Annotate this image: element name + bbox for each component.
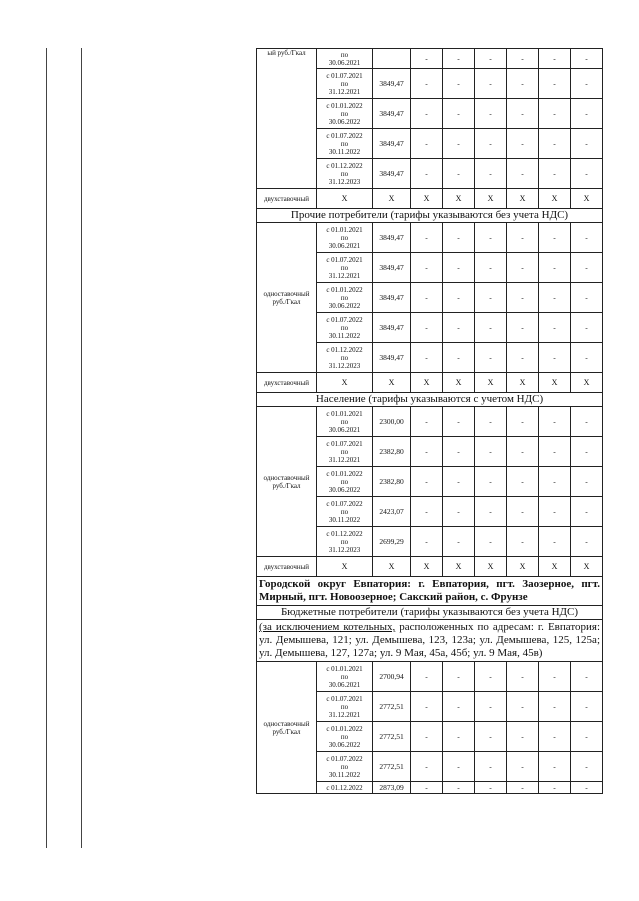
budget-note-row: [257, 620, 603, 662]
not-applicable-mark: Х: [475, 557, 507, 577]
period-line: с 01.01.2021: [326, 225, 363, 234]
tariff-table-body: [257, 49, 603, 794]
empty-value-dash: -: [475, 692, 507, 722]
empty-value-dash: -: [571, 49, 603, 69]
period-line: с 01.01.2021: [326, 664, 363, 673]
empty-value-dash: -: [475, 527, 507, 557]
empty-value-dash: -: [571, 223, 603, 253]
period-line: по: [340, 323, 349, 332]
empty-value-dash: -: [411, 69, 443, 99]
section-header-other: [257, 209, 603, 223]
period-line: с 01.12.2022: [326, 783, 363, 792]
empty-value-dash: -: [507, 223, 539, 253]
empty-value-dash: -: [443, 497, 475, 527]
not-applicable-mark: Х: [373, 189, 411, 209]
not-applicable-mark: Х: [539, 557, 571, 577]
period-line: с 01.07.2021: [326, 71, 363, 80]
period-line: по: [340, 762, 349, 771]
tariff-value-cell: 2300,00: [373, 407, 411, 437]
empty-value-dash: -: [507, 662, 539, 692]
empty-value-dash: -: [571, 662, 603, 692]
period-line: по: [340, 537, 349, 546]
empty-value-dash: -: [443, 662, 475, 692]
period-line: 30.06.2021: [328, 425, 361, 434]
not-applicable-mark: Х: [507, 557, 539, 577]
empty-value-dash: -: [539, 283, 571, 313]
not-applicable-mark: Х: [507, 189, 539, 209]
tariff-value-cell: 2772,51: [373, 752, 411, 782]
tariff-value-cell: 3849,47: [373, 69, 411, 99]
period-line: по: [340, 447, 349, 456]
empty-value-dash: -: [571, 129, 603, 159]
left-margin-line-1: [46, 48, 47, 848]
empty-value-dash: -: [411, 752, 443, 782]
empty-value-dash: -: [507, 253, 539, 283]
unit-cell: одноставочный руб./Гкал: [257, 662, 317, 794]
empty-value-dash: -: [507, 129, 539, 159]
period-line: 30.06.2021: [328, 680, 361, 689]
empty-value-dash: -: [443, 343, 475, 373]
period-line: по: [340, 732, 349, 741]
empty-value-dash: -: [539, 99, 571, 129]
two-rate-row: [257, 373, 603, 393]
empty-value-dash: -: [443, 99, 475, 129]
empty-value-dash: -: [443, 527, 475, 557]
empty-value-dash: -: [411, 313, 443, 343]
tariff-value-cell: 3849,47: [373, 253, 411, 283]
empty-value-dash: -: [475, 129, 507, 159]
empty-value-dash: -: [507, 49, 539, 69]
period-line: по: [340, 672, 349, 681]
empty-value-dash: -: [475, 313, 507, 343]
period-line: с 01.01.2022: [326, 101, 363, 110]
empty-value-dash: -: [411, 437, 443, 467]
empty-value-dash: -: [443, 467, 475, 497]
period-cell: [317, 752, 373, 782]
empty-value-dash: -: [443, 752, 475, 782]
period-line: по: [340, 109, 349, 118]
period-line: 31.12.2023: [328, 177, 361, 186]
district-heading: Городской округ Евпатория: г. Евпатория, пгт. Заозерное, пгт. Мирный, пгт. Новоозерное; Сакский район, с. Фрунзе: [257, 577, 603, 606]
tariff-row: [257, 407, 603, 437]
not-applicable-mark: Х: [475, 373, 507, 393]
empty-value-dash: -: [443, 437, 475, 467]
period-line: с 01.07.2022: [326, 131, 363, 140]
period-line: 31.12.2021: [328, 87, 361, 96]
period-line: 30.11.2022: [328, 770, 361, 779]
empty-value-dash: -: [443, 223, 475, 253]
empty-value-dash: -: [539, 253, 571, 283]
period-line: по: [340, 263, 349, 272]
empty-value-dash: -: [507, 159, 539, 189]
tariff-value-cell: 2382,80: [373, 467, 411, 497]
empty-value-dash: -: [539, 527, 571, 557]
period-line: с 01.07.2021: [326, 255, 363, 264]
empty-value-dash: -: [539, 343, 571, 373]
empty-value-dash: -: [571, 343, 603, 373]
empty-value-dash: -: [539, 407, 571, 437]
budget-note-rest: расположенных по адресам: г. Евпатория: ул. Демышева, 121; ул. Демышева, 123, 123а; ул. Демышева, 125, 125а; ул. Демышева, 127, 127а; ул. 9 Мая, 45а, 45б; ул. 9 Мая, 45в): [259, 621, 601, 659]
empty-value-dash: -: [571, 159, 603, 189]
tariff-value-cell: 3849,47: [373, 99, 411, 129]
empty-value-dash: -: [507, 99, 539, 129]
empty-value-dash: -: [411, 159, 443, 189]
empty-value-dash: -: [411, 99, 443, 129]
period-cell: [317, 343, 373, 373]
period-line: по: [340, 702, 349, 711]
empty-value-dash: -: [539, 223, 571, 253]
not-applicable-mark: Х: [411, 189, 443, 209]
period-line: 30.06.2022: [328, 117, 361, 126]
not-applicable-mark: Х: [317, 189, 373, 209]
two-rate-row: [257, 189, 603, 209]
period-cell: [317, 467, 373, 497]
period-cell: [317, 223, 373, 253]
left-margin-line-2: [81, 48, 82, 848]
empty-value-dash: -: [443, 283, 475, 313]
two-rate-unit-cell: двухставочный: [257, 373, 317, 393]
period-cell: [317, 313, 373, 343]
empty-value-dash: -: [443, 407, 475, 437]
empty-value-dash: -: [539, 722, 571, 752]
period-line: 30.11.2022: [328, 331, 361, 340]
not-applicable-mark: Х: [539, 189, 571, 209]
period-cell: [317, 49, 373, 69]
period-line: 30.06.2021: [328, 58, 361, 67]
period-line: 30.06.2022: [328, 301, 361, 310]
empty-value-dash: -: [507, 283, 539, 313]
two-rate-unit-cell: двухставочный: [257, 189, 317, 209]
empty-value-dash: -: [539, 69, 571, 99]
district-heading-row: [257, 577, 603, 606]
period-line: 30.11.2022: [328, 515, 361, 524]
empty-value-dash: -: [443, 253, 475, 283]
empty-value-dash: -: [571, 99, 603, 129]
empty-value-dash: -: [475, 437, 507, 467]
empty-value-dash: -: [571, 407, 603, 437]
two-rate-row: [257, 557, 603, 577]
empty-value-dash: -: [443, 722, 475, 752]
empty-value-dash: -: [507, 313, 539, 343]
period-line: 30.06.2022: [328, 740, 361, 749]
section-header-other-text: Прочие потребители (тарифы указываются без учета НДС): [257, 209, 603, 223]
unit-cell: одноставочный руб./Гкал: [257, 407, 317, 557]
period-line: по: [340, 233, 349, 242]
empty-value-dash: -: [411, 662, 443, 692]
empty-value-dash: -: [539, 782, 571, 794]
empty-value-dash: -: [507, 497, 539, 527]
period-cell: [317, 407, 373, 437]
empty-value-dash: -: [411, 129, 443, 159]
tariff-value-cell: 3849,47: [373, 223, 411, 253]
period-line: 31.12.2023: [328, 361, 361, 370]
empty-value-dash: -: [411, 722, 443, 752]
not-applicable-mark: Х: [571, 557, 603, 577]
empty-value-dash: -: [443, 782, 475, 794]
empty-value-dash: -: [539, 662, 571, 692]
unit-cell: одноставочный руб./Гкал: [257, 223, 317, 373]
period-line: 31.12.2021: [328, 710, 361, 719]
period-line: по: [340, 293, 349, 302]
empty-value-dash: -: [411, 253, 443, 283]
section-header-population-text: Население (тарифы указываются с учетом НДС): [257, 393, 603, 407]
budget-note-underlined: (за исключением котельных,: [259, 621, 396, 633]
tariff-row: [257, 223, 603, 253]
not-applicable-mark: Х: [507, 373, 539, 393]
empty-value-dash: -: [411, 283, 443, 313]
not-applicable-mark: Х: [443, 557, 475, 577]
empty-value-dash: -: [571, 527, 603, 557]
empty-value-dash: -: [507, 692, 539, 722]
period-cell: [317, 722, 373, 752]
empty-value-dash: -: [507, 752, 539, 782]
period-line: с 01.01.2022: [326, 724, 363, 733]
empty-value-dash: -: [443, 159, 475, 189]
period-line: 31.12.2021: [328, 271, 361, 280]
empty-value-dash: -: [539, 313, 571, 343]
not-applicable-mark: Х: [317, 557, 373, 577]
empty-value-dash: -: [571, 782, 603, 794]
empty-value-dash: -: [571, 722, 603, 752]
empty-value-dash: -: [571, 253, 603, 283]
empty-value-dash: -: [475, 223, 507, 253]
empty-value-dash: -: [411, 497, 443, 527]
period-cell: [317, 69, 373, 99]
tariff-value-cell: 2700,94: [373, 662, 411, 692]
empty-value-dash: -: [411, 692, 443, 722]
period-line: по: [340, 139, 349, 148]
period-line: с 01.12.2022: [326, 529, 363, 538]
not-applicable-mark: Х: [411, 557, 443, 577]
period-line: с 01.12.2022: [326, 345, 363, 354]
tariff-value-cell: 3849,47: [373, 343, 411, 373]
empty-value-dash: -: [475, 662, 507, 692]
empty-value-dash: -: [539, 129, 571, 159]
section-header-budget: [257, 606, 603, 620]
period-cell: [317, 99, 373, 129]
not-applicable-mark: Х: [539, 373, 571, 393]
empty-value-dash: -: [411, 782, 443, 794]
not-applicable-mark: Х: [373, 373, 411, 393]
tariff-value-cell: 2699,29: [373, 527, 411, 557]
empty-value-dash: -: [539, 49, 571, 69]
empty-value-dash: -: [539, 467, 571, 497]
tariff-value-cell: 2382,80: [373, 437, 411, 467]
period-line: с 01.01.2022: [326, 285, 363, 294]
period-cell: [317, 159, 373, 189]
period-cell: [317, 437, 373, 467]
tariff-value-cell: 3849,47: [373, 129, 411, 159]
not-applicable-mark: Х: [475, 189, 507, 209]
section-header-population: [257, 393, 603, 407]
not-applicable-mark: Х: [571, 189, 603, 209]
empty-value-dash: -: [507, 437, 539, 467]
empty-value-dash: -: [411, 49, 443, 69]
period-cell: [317, 253, 373, 283]
unit-cell: ый руб./Гкал: [257, 49, 317, 189]
period-cell: [317, 527, 373, 557]
empty-value-dash: -: [475, 49, 507, 69]
empty-value-dash: -: [539, 752, 571, 782]
period-line: по: [340, 50, 349, 59]
not-applicable-mark: Х: [373, 557, 411, 577]
empty-value-dash: -: [539, 497, 571, 527]
empty-value-dash: -: [571, 69, 603, 99]
period-line: 30.06.2021: [328, 241, 361, 250]
period-cell: [317, 662, 373, 692]
empty-value-dash: -: [571, 752, 603, 782]
empty-value-dash: -: [475, 782, 507, 794]
period-line: по: [340, 507, 349, 516]
tariff-value-cell: 3849,47: [373, 159, 411, 189]
period-line: с 01.07.2022: [326, 499, 363, 508]
period-cell: [317, 692, 373, 722]
empty-value-dash: -: [507, 407, 539, 437]
empty-value-dash: -: [507, 69, 539, 99]
empty-value-dash: -: [475, 343, 507, 373]
budget-note: [257, 620, 603, 662]
tariff-value-cell: 3849,47: [373, 313, 411, 343]
empty-value-dash: -: [571, 313, 603, 343]
not-applicable-mark: Х: [411, 373, 443, 393]
tariff-value-cell: 2423,07: [373, 497, 411, 527]
empty-value-dash: -: [411, 527, 443, 557]
period-line: с 01.07.2022: [326, 754, 363, 763]
empty-value-dash: -: [443, 49, 475, 69]
tariff-row: [257, 662, 603, 692]
empty-value-dash: -: [571, 467, 603, 497]
empty-value-dash: -: [507, 467, 539, 497]
empty-value-dash: -: [475, 253, 507, 283]
tariff-value-cell: 2772,51: [373, 692, 411, 722]
tariff-value-cell: 2772,51: [373, 722, 411, 752]
empty-value-dash: -: [571, 437, 603, 467]
not-applicable-mark: Х: [317, 373, 373, 393]
empty-value-dash: -: [443, 692, 475, 722]
period-cell: [317, 782, 373, 794]
period-line: с 01.07.2021: [326, 439, 363, 448]
two-rate-unit-cell: двухставочный: [257, 557, 317, 577]
period-line: с 01.01.2022: [326, 469, 363, 478]
period-line: 31.12.2023: [328, 545, 361, 554]
empty-value-dash: -: [475, 467, 507, 497]
empty-value-dash: -: [539, 692, 571, 722]
empty-value-dash: -: [475, 752, 507, 782]
empty-value-dash: -: [475, 99, 507, 129]
period-line: с 01.07.2021: [326, 694, 363, 703]
period-cell: [317, 497, 373, 527]
period-line: по: [340, 477, 349, 486]
empty-value-dash: -: [475, 407, 507, 437]
empty-value-dash: -: [507, 527, 539, 557]
section-header-budget-text: Бюджетные потребители (тарифы указываются без учета НДС): [257, 606, 603, 620]
empty-value-dash: -: [539, 437, 571, 467]
period-cell: [317, 283, 373, 313]
empty-value-dash: -: [411, 343, 443, 373]
empty-value-dash: -: [539, 159, 571, 189]
empty-value-dash: -: [475, 69, 507, 99]
not-applicable-mark: Х: [443, 373, 475, 393]
empty-value-dash: -: [571, 497, 603, 527]
tariff-row: [257, 49, 603, 69]
period-line: с 01.07.2022: [326, 315, 363, 324]
period-line: по: [340, 417, 349, 426]
empty-value-dash: -: [571, 692, 603, 722]
empty-value-dash: -: [507, 343, 539, 373]
not-applicable-mark: Х: [571, 373, 603, 393]
empty-value-dash: -: [571, 283, 603, 313]
empty-value-dash: -: [475, 283, 507, 313]
period-line: 30.06.2022: [328, 485, 361, 494]
tariff-table: [256, 48, 603, 794]
period-line: с 01.01.2021: [326, 409, 363, 418]
empty-value-dash: -: [475, 159, 507, 189]
empty-value-dash: -: [411, 407, 443, 437]
period-line: по: [340, 169, 349, 178]
empty-value-dash: -: [475, 722, 507, 752]
empty-value-dash: -: [411, 223, 443, 253]
period-cell: [317, 129, 373, 159]
period-line: 30.11.2022: [328, 147, 361, 156]
tariff-value-cell: 3849,47: [373, 283, 411, 313]
period-line: с 01.12.2022: [326, 161, 363, 170]
period-line: по: [340, 79, 349, 88]
empty-value-dash: -: [475, 497, 507, 527]
tariff-value-cell: [373, 49, 411, 69]
empty-value-dash: -: [507, 722, 539, 752]
period-line: 31.12.2021: [328, 455, 361, 464]
empty-value-dash: -: [443, 313, 475, 343]
not-applicable-mark: Х: [443, 189, 475, 209]
empty-value-dash: -: [443, 129, 475, 159]
tariff-value-cell: 2873,09: [373, 782, 411, 794]
empty-value-dash: -: [443, 69, 475, 99]
empty-value-dash: -: [411, 467, 443, 497]
empty-value-dash: -: [507, 782, 539, 794]
period-line: по: [340, 353, 349, 362]
